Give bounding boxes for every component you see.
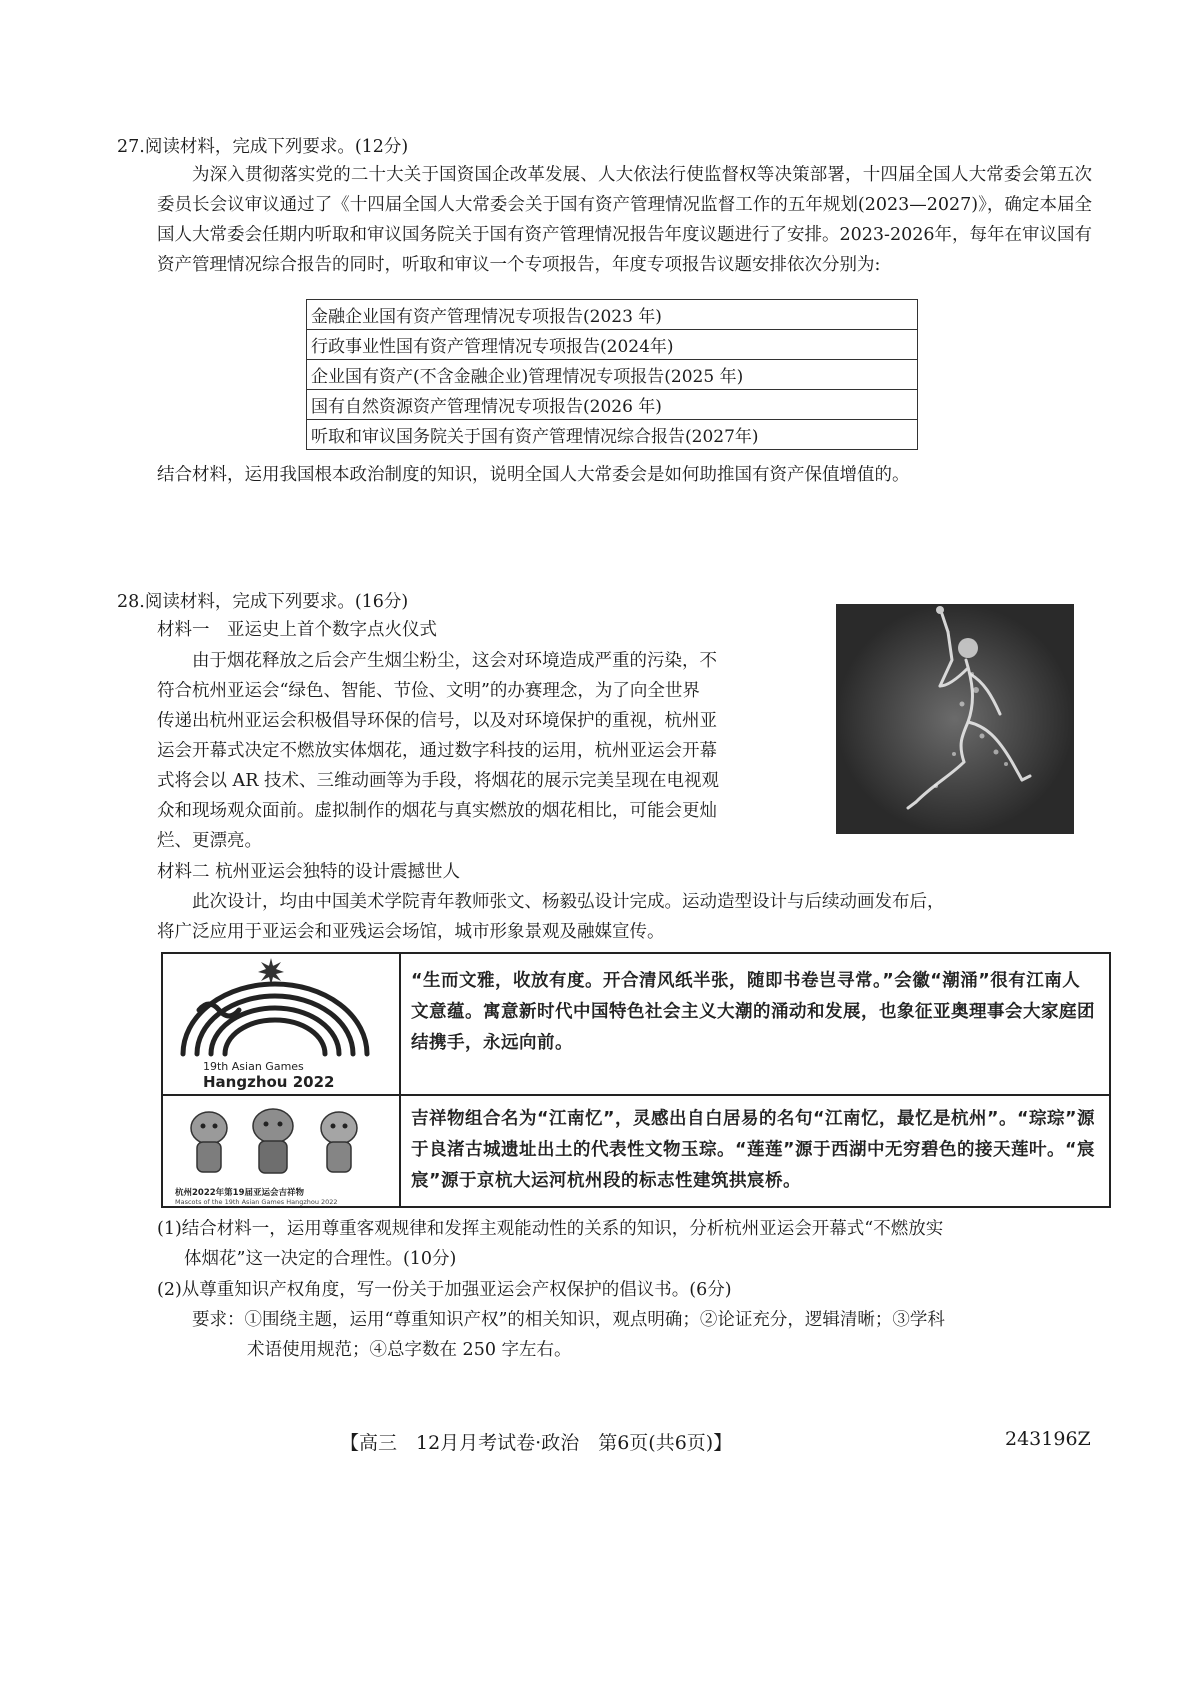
emblem-image: [163, 954, 401, 1094]
q27-question: 结合材料，运用我国根本政治制度的知识，说明全国人大常委会是如何助推国有资产保值增值的。: [157, 465, 910, 485]
table-row: [307, 390, 918, 420]
material1-title: 材料一 亚运史上首个数字点火仪式: [157, 620, 437, 640]
material2-line: 将广泛应用于亚运会和亚残运会场馆，城市形象景观及融媒宣传。: [157, 922, 665, 942]
mascot-caption: 杭州2022年第19届亚运会吉祥物: [175, 1188, 304, 1198]
sub-question-1-cont: 体烟花”这一决定的合理性。(10分): [184, 1249, 457, 1269]
q27-paragraph: 为深入贯彻落实党的二十大关于国资国企改革发展、人大依法行使监督权等决策部署，十四届全国人大常委会第五次委员长会议审议通过了《十四届全国人大常委会关于国有资产管理情况监督工作的五年规划(2023—2027)》，确定本届全国人大常委会任期内听取和审议国务院关于国有资产管理情况报告年度议题进行了安排。2023-2026年，每年在审议国有资产管理情况综合报告的同时，听取和审议一个专项报告，年度专项报告议题安排依次分别为:: [157, 165, 1092, 275]
table-row: [307, 330, 918, 360]
table-cell: 金融企业国有资产管理情况专项报告(2023 年): [307, 300, 918, 330]
q27-heading: 27.阅读材料，完成下列要求。(12分): [117, 137, 409, 157]
requirements-line: 术语使用规范；④总字数在 250 字左右。: [247, 1340, 572, 1360]
table-cell: 国有自然资源资产管理情况专项报告(2026 年): [307, 390, 918, 420]
emblem-line2: Hangzhou 2022: [203, 1073, 335, 1091]
material1-line: 烂、更漂亮。: [157, 831, 262, 851]
requirements-line: 要求：①围绕主题，运用“尊重知识产权”的相关知识，观点明确；②论证充分，逻辑清晰；③学科: [192, 1310, 945, 1330]
emblem-line1: 19th Asian Games: [203, 1060, 304, 1073]
emblem-row: [163, 954, 1109, 1096]
mascot-caption-en: Mascots of the 19th Asian Games Hangzhou 2022: [175, 1198, 338, 1206]
material2-title: 材料二 杭州亚运会独特的设计震撼世人: [157, 862, 461, 882]
material1-line: 由于烟花释放之后会产生烟尘粉尘，这会对环境造成严重的污染，不: [192, 651, 717, 671]
material1-line: 传递出杭州亚运会积极倡导环保的信号，以及对环境保护的重视，杭州亚: [157, 711, 717, 731]
paper-code: 243196Z: [1005, 1428, 1091, 1450]
emblem-description: “生而文雅，收放有度。开合清风纸半张，随即书卷岂寻常。”会徽“潮涌”很有江南人文意蕴。寓意新时代中国特色社会主义大潮的涌动和发展，也象征亚奥理事会大家庭团结携手，永远向前。: [411, 971, 1095, 1053]
table-cell: 行政事业性国有资产管理情况专项报告(2024年): [307, 330, 918, 360]
table-row: [307, 420, 918, 450]
material1-line: 众和现场观众面前。虚拟制作的烟花与真实燃放的烟花相比，可能会更灿: [157, 801, 717, 821]
table-row: [307, 360, 918, 390]
q28-heading: 28.阅读材料，完成下列要求。(16分): [117, 592, 409, 612]
table-row: [307, 300, 918, 330]
sub-question-2: (2)从尊重知识产权角度，写一份关于加强亚运会产权保护的倡议书。(6分): [157, 1280, 732, 1300]
mascot-image: [163, 1096, 401, 1206]
sub-question-1: (1)结合材料一，运用尊重客观规律和发挥主观能动性的关系的知识，分析杭州亚运会开幕式“不燃放实: [157, 1219, 944, 1239]
material1-line: 符合杭州亚运会“绿色、智能、节俭、文明”的办赛理念，为了向全世界: [157, 681, 700, 701]
table-cell: 企业国有资产(不含金融企业)管理情况专项报告(2025 年): [307, 360, 918, 390]
mascot-description: 吉祥物组合名为“江南忆”，灵感出自白居易的名句“江南忆，最忆是杭州”。“琮琮”源于良渚古城遗址出土的代表性文物玉琮。“莲莲”源于西湖中无穷碧色的接天莲叶。“宸宸”源于京杭大运河杭州段的标志性建筑拱宸桥。: [411, 1109, 1096, 1191]
digital-torchbearer-image: [836, 604, 1074, 834]
material1-line: 式将会以 AR 技术、三维动画等为手段，将烟花的展示完美呈现在电视观: [157, 771, 719, 791]
material2-line: 此次设计，均由中国美术学院青年教师张文、杨毅弘设计完成。运动造型设计与后续动画发布后，: [192, 892, 945, 912]
asian-games-design-table: [161, 952, 1111, 1208]
report-schedule-table: [306, 299, 918, 450]
material1-line: 运会开幕式决定不燃放实体烟花，通过数字科技的运用，杭州亚运会开幕: [157, 741, 717, 761]
mascot-row: [163, 1096, 1109, 1206]
page-footer: 【高三 12月月考试卷·政治 第6页(共6页)】: [340, 1432, 733, 1454]
table-cell: 听取和审议国务院关于国有资产管理情况综合报告(2027年): [307, 420, 918, 450]
